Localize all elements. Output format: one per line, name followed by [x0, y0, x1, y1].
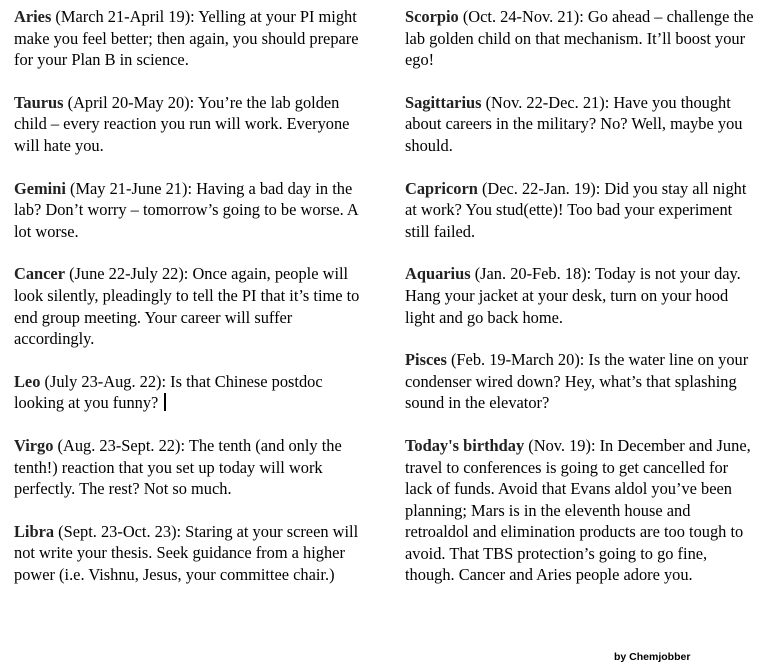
- horoscope-entry-aquarius: [405, 263, 755, 328]
- sign-name: Aquarius: [405, 264, 471, 284]
- horoscope-text: (Dec. 22-Jan. 19): Did you stay all night at work? You stud(ette)! Too bad your experiment still failed.: [405, 178, 747, 241]
- sign-name: Virgo: [14, 435, 54, 455]
- horoscope-text: (Sept. 23-Oct. 23): Staring at your screen will not write your thesis. Seek guidance from a higher power (i.e. Vishnu, Jesus, your committee chair.): [14, 521, 359, 584]
- horoscope-text: (Jan. 20-Feb. 18): Today is not your day. Hang your jacket at your desk, turn on your hood light and go back home.: [405, 264, 741, 327]
- horoscope-text: (Feb. 19-March 20): Is the water line on your condenser wired down? Hey, what’s that splashing sound in the elevator?: [405, 350, 749, 413]
- horoscope-text: (Aug. 23-Sept. 22): The tenth (and only the tenth!) reaction that you set up today will work perfectly. The rest? Not so much.: [14, 435, 342, 499]
- horoscope-entry-pisces: [405, 349, 755, 414]
- horoscope-entry-gemini: [14, 178, 364, 243]
- horoscope-entry-scorpio: [405, 6, 755, 71]
- sign-name: Leo: [14, 371, 41, 391]
- sign-name: Today's birthday: [405, 435, 525, 455]
- byline: by Chemjobber: [614, 651, 691, 663]
- text-cursor: [164, 393, 166, 411]
- sign-name: Scorpio: [405, 7, 459, 26]
- sign-name: Capricorn: [405, 178, 478, 198]
- horoscope-entry-libra: [14, 521, 364, 586]
- sign-name: Taurus: [14, 92, 64, 112]
- sign-name: Sagittarius: [405, 92, 482, 112]
- horoscope-text: (Nov. 19): In December and June, travel to conferences is going to get cancelled for lack of funds. Avoid that Evans aldol you’ve been planning; Mars is in the eleventh house and retroaldol and elimination products are too tough to avoid. That TBS protection’s going to go fine, though. Cancer and Aries people adore you.: [405, 435, 751, 585]
- horoscope-entry-leo: [14, 371, 364, 414]
- sign-name: Pisces: [405, 350, 447, 370]
- horoscope-text: (June 22-July 22): Once again, people will look silently, pleadingly to tell the PI that it’s time to end group meeting. Your career will suffer accordingly.: [14, 264, 360, 349]
- sign-name: Libra: [14, 521, 55, 541]
- horoscope-text: (Oct. 24-Nov. 21): Go ahead – challenge the lab golden child on that mechanism. It’ll boost your ego!: [405, 7, 754, 70]
- sign-name: Aries: [14, 7, 52, 26]
- horoscope-entry-taurus: [14, 92, 364, 157]
- horoscope-entry-aries: [14, 6, 364, 71]
- sign-name: Cancer: [14, 264, 65, 284]
- sign-name: Gemini: [14, 178, 66, 198]
- horoscope-text: (July 23-Aug. 22): Is that Chinese postdoc looking at you funny?: [14, 371, 323, 413]
- horoscope-column-right: [405, 6, 755, 607]
- horoscope-column-left: [14, 6, 364, 606]
- horoscope-entry-cancer: [14, 263, 364, 349]
- horoscope-text: (Nov. 22-Dec. 21): Have you thought about careers in the military? No? Well, maybe you should.: [405, 92, 743, 155]
- horoscope-text: (April 20-May 20): You’re the lab golden child – every reaction you run will work. Everyone will hate you.: [14, 92, 350, 155]
- horoscope-entry-virgo: [14, 435, 364, 500]
- horoscope-entry-capricorn: [405, 178, 755, 243]
- horoscope-text: (May 21-June 21): Having a bad day in the lab? Don’t worry – tomorrow’s going to be worse. A lot worse.: [14, 178, 358, 241]
- horoscope-entry-birthday: [405, 435, 755, 586]
- horoscope-text: (March 21-April 19): Yelling at your PI might make you feel better; then again, you should prepare for your Plan B in science.: [14, 7, 359, 70]
- horoscope-entry-sagittarius: [405, 92, 755, 157]
